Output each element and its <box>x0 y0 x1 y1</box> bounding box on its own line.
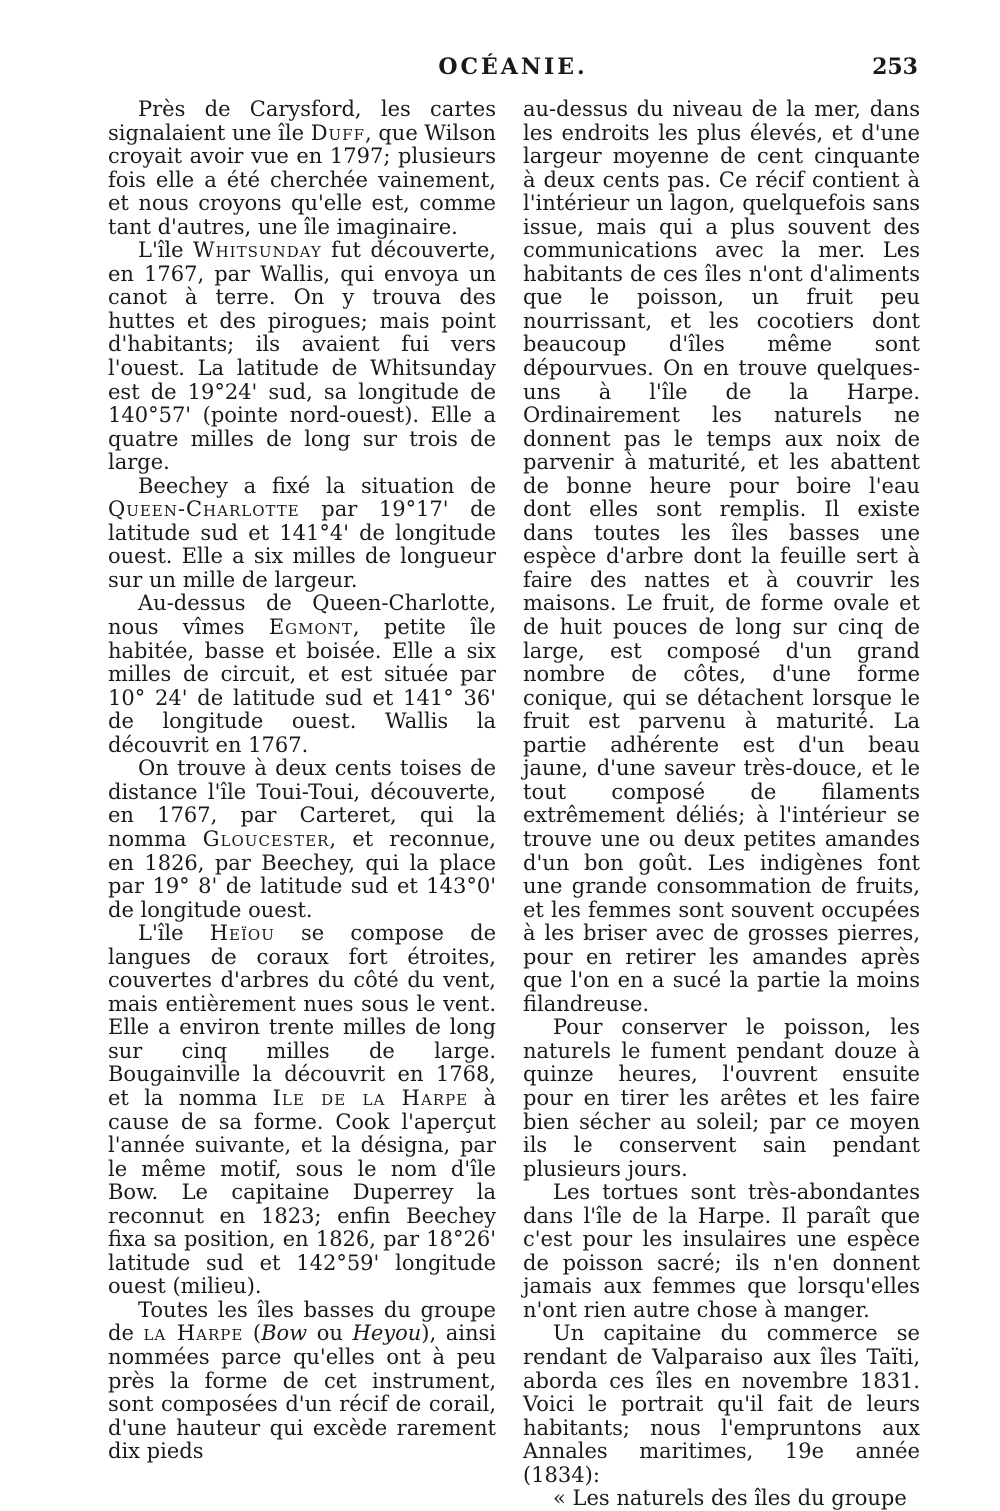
paragraph-p1 <box>108 98 496 239</box>
text-run: Un capitaine du commerce se rendant de Valparaiso aux îles Taïti, aborda ces îles en novembre 1831. Voici le portrait qu'il fait de leurs habitants; nous l'empruntons aux Annales maritimes, 19e année (1834): <box>523 1321 920 1487</box>
text-run: Pour conserver le poisson, les naturels le fument pendant douze à quinze heures, l'ouvrent ensuite pour en tirer les arêtes et les faire bien sécher au soleil; par ce moyen ils le conservent sain pendant plusieurs jours. <box>523 1015 920 1181</box>
paragraph-p12 <box>523 1487 920 1511</box>
text-run: On trouve à deux cents toises de distance l'île Toui-Toui, découverte, en 1767, par Carteret, qui la nomma <box>108 756 496 851</box>
paragraph-p4 <box>108 592 496 757</box>
paragraph-p10 <box>523 1181 920 1322</box>
paragraph-p8 <box>523 98 920 1016</box>
text-run: Beechey a fixé la situation de <box>138 473 496 498</box>
paragraph-p6 <box>108 922 496 1299</box>
small-caps-name: la Harpe <box>143 1321 244 1346</box>
paragraph-p3 <box>108 475 496 593</box>
small-caps-name: Egmont <box>268 615 353 640</box>
text-run: ( <box>243 1321 262 1346</box>
paragraph-p11 <box>523 1322 920 1487</box>
text-run: Les tortues sont très-abondantes dans l'île de la Harpe. Il paraît que c'est pour les insulaires une espèce de poisson sacré; ils n'en donnent jamais aux femmes que lorsqu'elles n'ont rien autre chose à manger. <box>523 1180 920 1322</box>
page-header <box>108 54 918 88</box>
text-run: à cause de sa forme. Cook l'aperçut l'année suivante, et la désigna, par le même motif, sous le nom d'île Bow. Le capitaine Duperrey la reconnut en 1823; enfin Beechey fixa sa position, en 1826, par 18°26' latitude sud et 142°59' longitude ouest (milieu). <box>108 1085 496 1299</box>
text-run: Près de Carysford, les cartes signalaient une île <box>108 97 496 145</box>
text-run: ), ainsi nommées parce qu'elles ont à peu près la forme de cet instrument, sont composées d'un récif de corail, d'une hauteur qui excède rarement dix pieds <box>108 1321 496 1464</box>
paragraph-p2 <box>108 239 496 474</box>
small-caps-name: Duff <box>310 120 365 145</box>
text-run: Au-dessus de Queen-Charlotte, nous vîmes <box>108 591 496 640</box>
right-text-column <box>523 98 920 1511</box>
left-text-column <box>108 98 496 1464</box>
paragraph-p5 <box>108 757 496 922</box>
text-run: L'île <box>138 921 210 946</box>
paragraph-p9 <box>523 1016 920 1181</box>
small-caps-name: Whitsunday <box>192 238 322 263</box>
small-caps-name: Heïou <box>209 921 275 946</box>
small-caps-name: Queen-Charlotte <box>108 497 300 522</box>
paragraph-p7 <box>108 1299 496 1464</box>
text-run: au-dessus du niveau de la mer, dans les endroits les plus élevés, et d'une largeur moyenne de cent cinquante à deux cents pas. Ce récif contient à l'intérieur un lagon, quelquefois sans issue, mais qui a plus souvent des communications avec la mer. Les habitants de ces îles n'ont d'aliments que le poisson, un fruit peu nourrissant, et les cocotiers dont beaucoup d'îles même sont dépourvues. On en trouve quelques-uns à l'île de la Harpe. Ordinairement les naturels ne donnent pas le temps aux noix de parvenir à maturité, et les abattent de bonne heure pour boire l'eau dont elles sont remplis. Il existe dans toutes les îles basses une espèce d'arbre dont la feuille sert à faire des nattes et à couvrir les maisons. Le fruit, de forme ovale et de huit pouces de long sur cinq de large, est composé d'un grand nombre de côtes, d'une forme conique, qui se détachent lorsque le fruit est parvenu à maturité. La partie adhérente est d'un beau jaune, d'une saveur très-douce, et le tout composé de filaments extrêmement déliés; à l'intérieur se trouve une ou deux petites amandes d'un bon goût. Les indigènes font une grande consommation de fruits, et les femmes sont souvent occupées à les briser avec de grosses pierres, pour en retirer les amandes après que l'on en a sucé la partie la moins filandreuse. <box>523 97 920 1016</box>
text-run: « Les naturels des îles du groupe <box>553 1486 907 1511</box>
italic-text: Bow <box>261 1321 308 1346</box>
text-run: se compose de langues de coraux fort étroites, couvertes d'arbres du côté du vent, mais entièrement nues sous le vent. Elle a environ trente milles de long sur cinq milles de large. Bougainville la découvrit en 1768, et la nomma <box>108 921 496 1110</box>
small-caps-name: Gloucester <box>202 826 330 851</box>
text-run: par 19°17' de latitude sud et 141°4' de longitude ouest. Elle a six milles de longueur sur un mille de largeur. <box>108 497 496 592</box>
text-run: fut découverte, en 1767, par Wallis, qui envoya un canot à terre. On y trouva des huttes et des pirogues; mais point d'habitants; ils avaient fui vers l'ouest. La latitude de Whitsunday est de 19°24' sud, sa longitude de 140°57' (pointe nord-ouest). Elle a quatre milles de long sur trois de large. <box>108 238 496 475</box>
italic-text: Heyou <box>352 1321 422 1346</box>
text-run: , que Wilson croyait avoir vue en 1797; plusieurs fois elle a été cherchée vainement, et nous croyons qu'elle est, comme tant d'autres, une île imaginaire. <box>108 120 497 239</box>
text-run: , petite île habitée, basse et boisée. Elle a six milles de circuit, et est située par 10° 24' de latitude sud et 141° 36' de longitude ouest. Wallis la découvrit en 1767. <box>108 615 496 757</box>
small-caps-name: Ile de la Harpe <box>272 1085 469 1110</box>
text-run: L'île <box>138 238 193 263</box>
page-number: 253 <box>872 54 918 80</box>
text-run: Toutes les îles basses du groupe de <box>108 1297 496 1346</box>
running-head: OCÉANIE. <box>438 54 588 80</box>
text-run: , et reconnue, en 1826, par Beechey, qui la place par 19° 8' de latitude sud et 143°0' de longitude ouest. <box>108 826 496 922</box>
text-run: ou <box>307 1321 353 1346</box>
